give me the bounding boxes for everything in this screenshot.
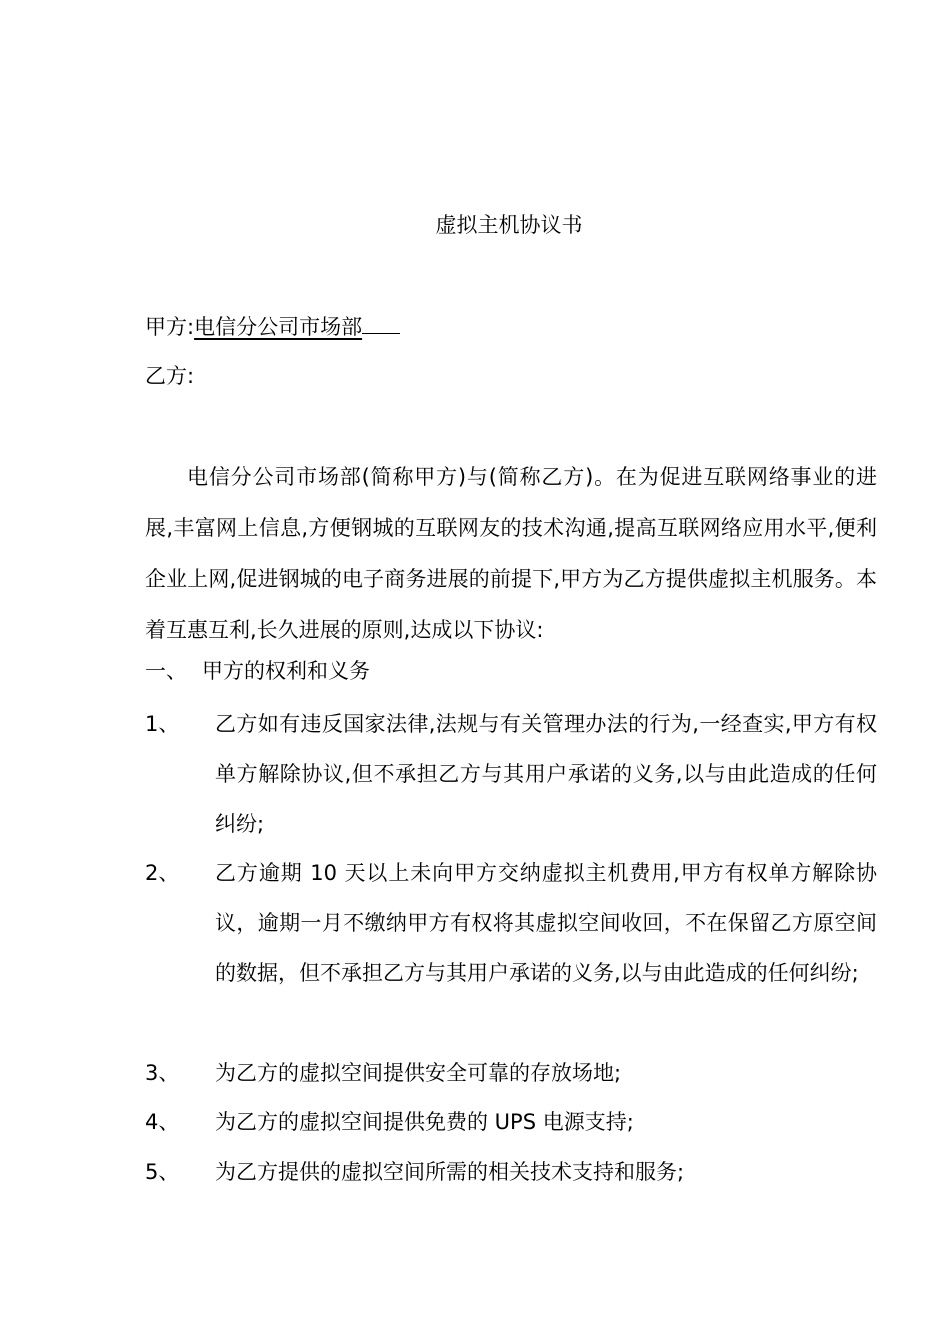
list-item-number: 5、	[145, 1160, 180, 1184]
list-item-number: 4、	[145, 1110, 180, 1134]
list-item-number: 2、	[145, 861, 180, 885]
party-a-line	[145, 311, 400, 341]
list-item-text: 乙方逾期 10 天以上未向甲方交纳虚拟主机费用,甲方有权单方解除协议，逾期一月不缴纳甲方有权将其虚拟空间收回，不在保留乙方原空间的数据，但不承担乙方与其用户承诺的义务,以与由此造成的任何纠纷;	[215, 861, 877, 985]
list-item-number: 3、	[145, 1061, 180, 1085]
intro-paragraph: 电信分公司市场部(简称甲方)与(简称乙方)。在为促进互联网络事业的进展,丰富网上信息,方便钢城的互联网友的技术沟通,提高互联网络应用水平,便利企业上网,促进钢城的电子商务进展的前提下,甲方为乙方提供虚拟主机服务。本着互惠互利,长久进展的原则,达成以下协议:	[145, 465, 877, 642]
list-item-text: 为乙方的虚拟空间提供免费的 UPS 电源支持;	[215, 1110, 634, 1134]
party-a-name: 电信分公司市场部	[194, 315, 363, 339]
section-heading	[145, 657, 370, 685]
section-number: 一、	[145, 659, 187, 683]
list-item-number: 1、	[145, 712, 180, 736]
section-title: 甲方的权利和义务	[202, 659, 370, 683]
party-b-line	[145, 362, 194, 390]
party-a-label: 甲方:	[145, 315, 195, 339]
list-item	[145, 1147, 877, 1197]
document-title: 虚拟主机协议书	[435, 213, 583, 237]
party-a-blank-line	[362, 311, 400, 334]
list-item-text: 为乙方提供的虚拟空间所需的相关技术支持和服务;	[215, 1160, 685, 1184]
list-item	[145, 1097, 877, 1147]
party-b-label: 乙方:	[145, 364, 195, 388]
list-item	[145, 848, 877, 998]
list-item-text: 为乙方的虚拟空间提供安全可靠的存放场地;	[215, 1061, 622, 1085]
list-item	[145, 699, 877, 849]
list-item	[145, 1048, 877, 1098]
list-item-text: 乙方如有违反国家法律,法规与有关管理办法的行为,一经查实,甲方有权单方解除协议,但不承担乙方与其用户承诺的义务,以与由此造成的任何纠纷;	[215, 712, 877, 836]
